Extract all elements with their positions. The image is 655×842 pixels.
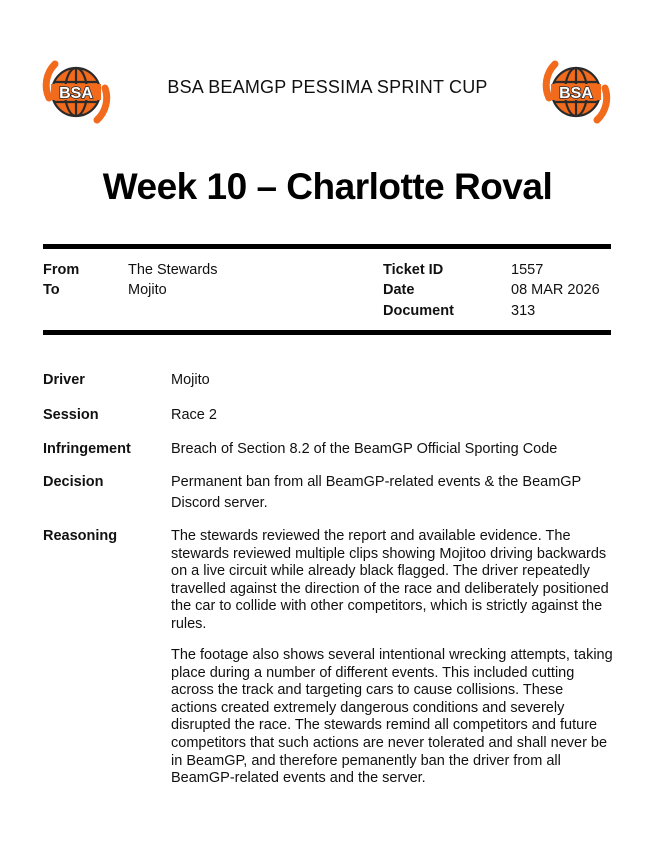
- ticket-id-value: 1557: [511, 262, 544, 278]
- infringement-label: Infringement: [43, 441, 131, 457]
- page-title: Week 10 – Charlotte Roval: [102, 166, 553, 207]
- document-value: 313: [511, 303, 536, 319]
- date-label: Date: [383, 282, 415, 298]
- to-value: Mojito: [128, 282, 167, 298]
- session-label: Session: [43, 407, 99, 423]
- reasoning-label: Reasoning: [43, 528, 118, 544]
- reasoning-paragraph-1: The stewards reviewed the report and available evidence. The stewards reviewed multiple clips showing Mojitoo driving backwards on a live circuit while already black flagged. The driver repeatedly travelled against the direction of the race and deliberately positioned the car to collide with other competitors, which is strictly against the rules.: [171, 528, 609, 632]
- driver-label: Driver: [43, 372, 85, 388]
- logo-text: BSA: [559, 85, 593, 102]
- divider-top: [43, 244, 611, 249]
- to-label: To: [43, 282, 60, 298]
- decision-label: Decision: [43, 474, 104, 490]
- from-label: From: [43, 262, 80, 278]
- from-value: The Stewards: [128, 262, 218, 278]
- series-title: BSA BEAMGP PESSIMA SPRINT CUP: [167, 77, 488, 97]
- decision-value: Permanent ban from all BeamGP-related events & the BeamGP Discord server.: [171, 474, 581, 511]
- document-label: Document: [383, 303, 454, 319]
- globe-icon: [41, 58, 111, 126]
- session-value: Race 2: [171, 407, 217, 423]
- date-value: 08 MAR 2026: [511, 282, 600, 298]
- reasoning-paragraph-2: The footage also shows several intentional wrecking attempts, taking place during a number of different events. This included cutting across the track and targeting cars to cause collisions. These actions created extremely dangerous conditions and severely disrupted the race. The stewards remind all competitors and future competitors that such actions are never tolerated and shall never be in BeamGP, and therefore pemanently ban the driver from all BeamGP-related events and the server.: [171, 647, 613, 787]
- ticket-id-label: Ticket ID: [383, 262, 444, 278]
- logo-text: BSA: [59, 85, 93, 102]
- infringement-value: Breach of Section 8.2 of the BeamGP Official Sporting Code: [171, 441, 558, 457]
- bsa-logo-left: [41, 58, 111, 126]
- globe-icon: [541, 58, 611, 126]
- divider-bottom: [43, 330, 611, 335]
- driver-value: Mojito: [171, 372, 210, 388]
- bsa-logo-right: [541, 58, 611, 126]
